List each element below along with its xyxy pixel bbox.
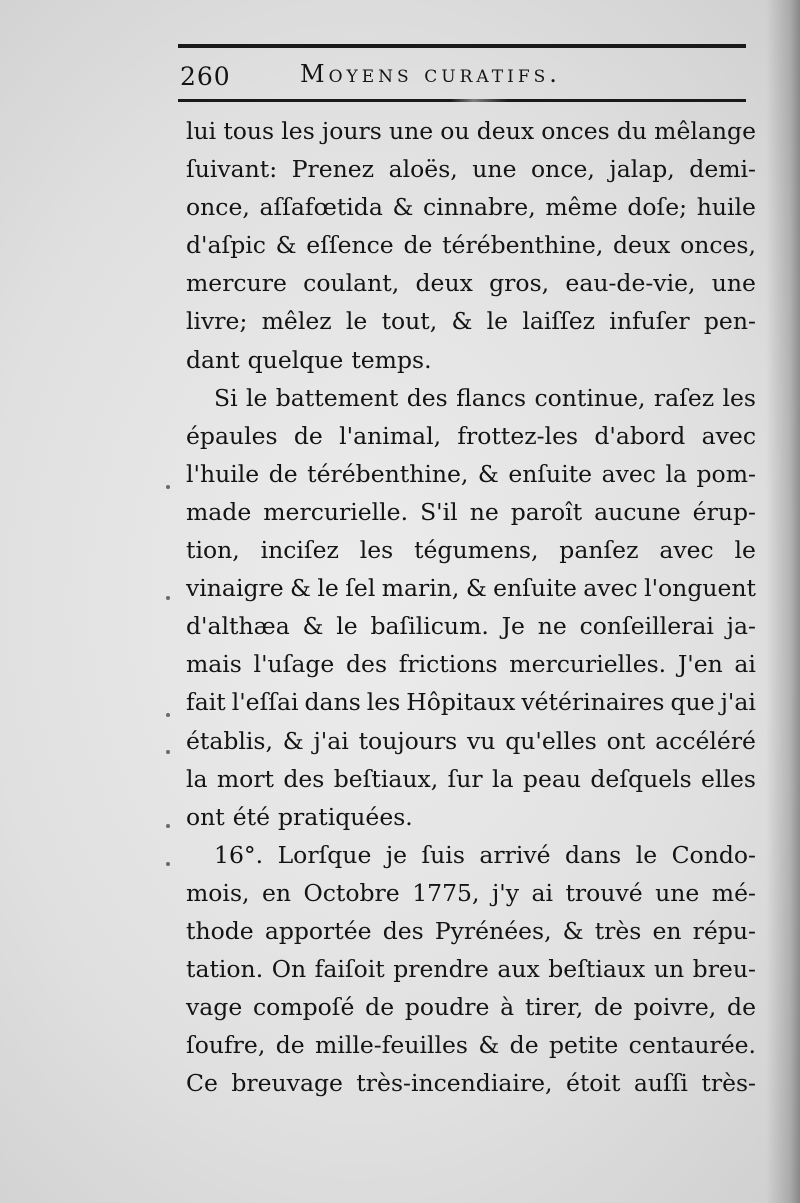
word: trouvé xyxy=(565,878,643,907)
word: infuſer xyxy=(609,307,690,336)
word: quelque xyxy=(247,345,344,374)
header-rule-top xyxy=(178,44,746,48)
word: l'huile xyxy=(186,459,260,488)
word: l'eſſai xyxy=(231,688,299,717)
word: de xyxy=(275,1031,305,1060)
word: onces, xyxy=(680,231,756,260)
word: mercure xyxy=(186,269,287,298)
word: deux xyxy=(476,117,535,145)
word: du xyxy=(616,117,648,145)
word: je xyxy=(385,840,408,869)
word: once, xyxy=(531,155,595,184)
word: Octobre xyxy=(303,878,400,907)
word: le xyxy=(245,383,268,412)
word: poivre, xyxy=(633,993,717,1022)
word: en xyxy=(652,916,682,945)
word: elles xyxy=(701,764,756,793)
word: Pyrénées, xyxy=(434,916,552,945)
word: deux xyxy=(613,231,671,260)
word: laiſſez xyxy=(522,307,596,336)
text-line xyxy=(186,798,756,836)
word: eſſence xyxy=(306,231,394,260)
word: mercurielle. xyxy=(263,497,409,526)
word: 16°. xyxy=(214,840,264,869)
word: térébenthine, xyxy=(307,459,469,488)
text-line xyxy=(186,912,756,950)
margin-speck xyxy=(166,862,170,866)
word: des xyxy=(283,764,325,793)
word: vinaigre xyxy=(186,574,284,603)
margin-speck xyxy=(166,713,170,717)
word: & xyxy=(478,1031,500,1060)
text-line xyxy=(186,341,756,379)
body-text xyxy=(186,112,756,1102)
word: 1775, xyxy=(412,878,480,907)
word: mercurielles. xyxy=(509,650,667,679)
word: tirer, xyxy=(524,993,584,1022)
word: Si xyxy=(214,383,238,412)
word: des xyxy=(406,383,448,412)
word: ſuis xyxy=(421,840,465,869)
word: avec xyxy=(701,421,756,450)
word: avec xyxy=(583,574,638,603)
word: & xyxy=(477,459,499,488)
word: battement xyxy=(275,383,399,412)
word: demi- xyxy=(689,155,756,184)
text-line xyxy=(186,188,756,226)
word: ai xyxy=(531,878,553,907)
word: d'abord xyxy=(594,421,686,450)
word: aux xyxy=(497,955,540,984)
word: d'aſpic xyxy=(186,231,266,260)
word: lui xyxy=(186,117,217,145)
word: une xyxy=(472,155,517,184)
word: tous xyxy=(223,117,275,145)
word: très-incendiaire, xyxy=(356,1069,553,1098)
word: de xyxy=(293,421,323,450)
word: arrivé xyxy=(479,840,551,869)
word: J'en xyxy=(677,650,723,679)
word: tout, xyxy=(381,307,438,336)
word: étoit xyxy=(565,1069,621,1098)
word: prendre xyxy=(393,955,489,984)
word: établis, xyxy=(186,726,273,755)
word: ne xyxy=(537,612,567,641)
word: tégumens, xyxy=(414,536,539,565)
word: & xyxy=(451,307,473,336)
header-rule-bottom xyxy=(178,99,746,102)
word: once, xyxy=(186,193,250,222)
word: & xyxy=(282,726,304,755)
word: marin, xyxy=(381,574,460,603)
word: peau xyxy=(522,764,582,793)
word: la xyxy=(186,764,208,793)
word: Ce xyxy=(186,1069,218,1098)
word: le xyxy=(317,574,339,603)
word: flancs xyxy=(456,383,527,412)
margin-speck xyxy=(166,750,170,754)
word: enſuite xyxy=(508,459,593,488)
word: ont xyxy=(606,726,646,755)
text-line xyxy=(186,531,756,569)
word: très xyxy=(594,916,642,945)
word: vage xyxy=(186,993,243,1022)
word: le xyxy=(345,307,368,336)
word: avec xyxy=(601,459,656,488)
text-line xyxy=(186,264,756,302)
word: made xyxy=(186,497,252,526)
text-line xyxy=(186,302,756,340)
word: la xyxy=(492,764,514,793)
text-line xyxy=(186,683,756,721)
word: mais xyxy=(186,650,242,679)
word: de xyxy=(365,993,395,1022)
running-head-title: Moyens curatifs. xyxy=(300,60,561,88)
word: conſeillerai xyxy=(579,612,714,641)
word: pratiquées. xyxy=(278,802,413,831)
word: mêlange xyxy=(654,117,756,145)
word: que xyxy=(670,688,715,717)
word: d'althæa xyxy=(186,612,290,641)
word: jours xyxy=(321,117,382,145)
word: livre; xyxy=(186,307,248,336)
word: pen- xyxy=(703,307,756,336)
text-line xyxy=(186,1064,756,1102)
word: ſur xyxy=(447,764,483,793)
word: le xyxy=(336,612,358,641)
running-head xyxy=(178,56,738,92)
word: doſe; xyxy=(627,193,688,222)
word: mêlez xyxy=(261,307,332,336)
word: breu- xyxy=(692,955,756,984)
word: de xyxy=(403,231,433,260)
word: toujours xyxy=(358,726,458,755)
word: cinnabre, xyxy=(423,193,536,222)
text-line xyxy=(186,379,756,417)
word: centaurée. xyxy=(628,1031,756,1060)
word: épaules xyxy=(186,421,278,450)
word: tation. xyxy=(186,955,264,984)
word: un xyxy=(653,955,685,984)
word: avec xyxy=(659,536,714,565)
word: temps. xyxy=(351,345,432,374)
word: beſtiaux xyxy=(548,955,646,984)
word: Lorſque xyxy=(277,840,372,869)
word: jalap, xyxy=(609,155,675,184)
word: l'onguent xyxy=(644,574,756,603)
word: ou xyxy=(440,117,470,145)
word: de xyxy=(268,459,298,488)
word: breuvage xyxy=(231,1069,343,1098)
word: poudre xyxy=(404,993,490,1022)
word: l'uſage xyxy=(253,650,335,679)
word: ja- xyxy=(726,612,756,641)
word: les xyxy=(722,383,756,412)
word: raſez xyxy=(653,383,715,412)
word: paroît xyxy=(510,497,583,526)
word: Je xyxy=(501,612,525,641)
word: vétérinaires xyxy=(521,688,665,717)
word: même xyxy=(545,193,618,222)
word: apportée xyxy=(264,916,372,945)
word: Prenez xyxy=(291,155,375,184)
word: ont xyxy=(186,802,225,831)
word: les xyxy=(281,117,315,145)
word: ſel xyxy=(345,574,376,603)
page-edge-shadow xyxy=(766,0,800,1203)
word: coulant, xyxy=(303,269,400,298)
word: baſilicum. xyxy=(370,612,489,641)
word: accéléré xyxy=(655,726,756,755)
word: continue, xyxy=(534,383,646,412)
text-line xyxy=(186,150,756,188)
word: deux xyxy=(415,269,473,298)
word: de xyxy=(509,1031,539,1060)
text-line xyxy=(186,645,756,683)
word: j'ai xyxy=(720,688,756,717)
word: dant xyxy=(186,345,240,374)
word: huile xyxy=(696,193,756,222)
word: & xyxy=(275,231,297,260)
word: dans xyxy=(564,840,622,869)
word: qu'elles xyxy=(505,726,597,755)
margin-speck xyxy=(166,485,170,489)
text-line xyxy=(186,836,756,874)
word: mé- xyxy=(711,878,756,907)
word: mois, xyxy=(186,878,250,907)
word: térébenthine, xyxy=(442,231,604,260)
word: été xyxy=(232,802,270,831)
word: une xyxy=(711,269,756,298)
word: une xyxy=(388,117,434,145)
word: gros, xyxy=(489,269,550,298)
word: en xyxy=(261,878,292,907)
word: & xyxy=(302,612,324,641)
text-line xyxy=(186,569,756,607)
margin-speck xyxy=(166,824,170,828)
word: pom- xyxy=(696,459,756,488)
word: la xyxy=(665,459,687,488)
text-line xyxy=(186,493,756,531)
word: le xyxy=(486,307,509,336)
word: panſez xyxy=(559,536,639,565)
word: & xyxy=(562,916,584,945)
word: enſuite xyxy=(493,574,577,603)
word: de xyxy=(593,993,623,1022)
text-line xyxy=(186,760,756,798)
word: beſtiaux, xyxy=(333,764,439,793)
word: mort xyxy=(216,764,274,793)
word: dans xyxy=(304,688,361,717)
word: frottez-les xyxy=(457,421,579,450)
word: ſoufre, xyxy=(186,1031,266,1060)
word: j'ai xyxy=(313,726,349,755)
word: thode xyxy=(186,916,254,945)
word: tion, xyxy=(186,536,240,565)
word: l'animal, xyxy=(339,421,442,450)
word: aloës, xyxy=(388,155,458,184)
word: & xyxy=(392,193,414,222)
page-number: 260 xyxy=(180,62,231,91)
text-line xyxy=(186,455,756,493)
word: les xyxy=(366,688,401,717)
word: auſſi xyxy=(633,1069,688,1098)
word: fait xyxy=(186,688,226,717)
word: des xyxy=(382,916,424,945)
word: deſquels xyxy=(590,764,692,793)
text-line xyxy=(186,988,756,1026)
word: onces xyxy=(541,117,610,145)
word: vu xyxy=(467,726,496,755)
word: S'il xyxy=(420,497,458,526)
word: répu- xyxy=(692,916,756,945)
word: aucune xyxy=(594,497,681,526)
word: très- xyxy=(701,1069,756,1098)
word: frictions xyxy=(398,650,498,679)
word: faiſoit xyxy=(314,955,385,984)
word: eau-de-vie, xyxy=(565,269,696,298)
text-line xyxy=(186,226,756,264)
text-line xyxy=(186,722,756,760)
word: ſuivant: xyxy=(186,155,278,184)
text-line xyxy=(186,112,756,150)
word: le xyxy=(635,840,658,869)
word: On xyxy=(271,955,307,984)
word: le xyxy=(734,536,756,565)
word: inciſez xyxy=(260,536,339,565)
text-line xyxy=(186,607,756,645)
word: j'y xyxy=(491,878,519,907)
word: Condo- xyxy=(671,840,756,869)
word: petite xyxy=(549,1031,619,1060)
text-line xyxy=(186,1026,756,1064)
word: compoſé xyxy=(253,993,355,1022)
word: mille-feuilles xyxy=(315,1031,468,1060)
word: & xyxy=(465,574,487,603)
word: de xyxy=(727,993,756,1022)
text-line xyxy=(186,950,756,988)
word: une xyxy=(655,878,700,907)
word: aſſafœtida xyxy=(259,193,383,222)
word: à xyxy=(500,993,515,1022)
word: & xyxy=(290,574,311,603)
word: ne xyxy=(469,497,499,526)
margin-speck xyxy=(166,596,170,600)
word: érup- xyxy=(692,497,756,526)
word: les xyxy=(359,536,394,565)
word: des xyxy=(346,650,388,679)
text-line xyxy=(186,874,756,912)
word: ai xyxy=(734,650,756,679)
word: Hôpitaux xyxy=(406,688,516,717)
text-line xyxy=(186,417,756,455)
